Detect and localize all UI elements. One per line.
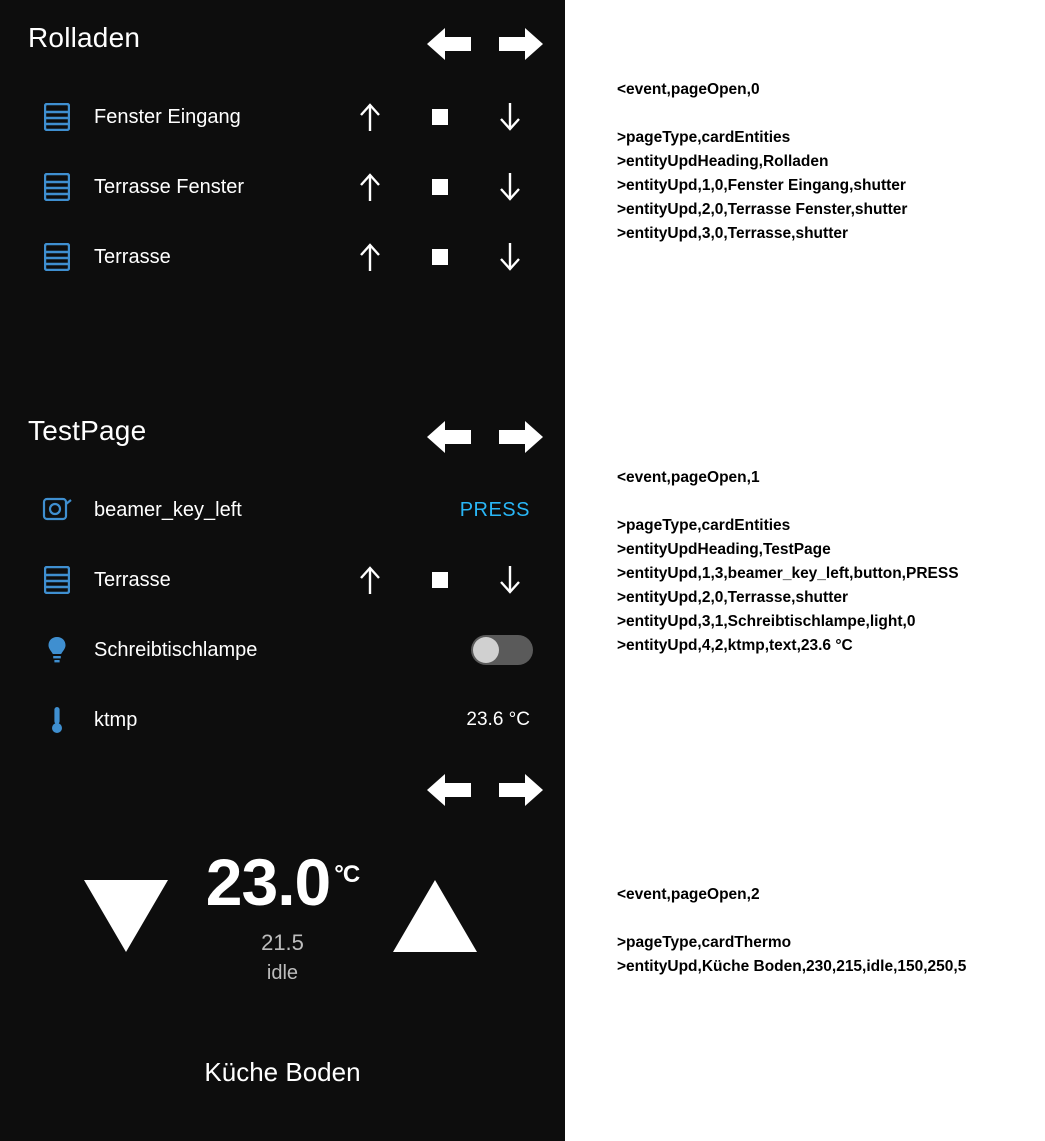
- shutter-up-button[interactable]: [350, 237, 390, 277]
- beamer-icon: [42, 495, 72, 525]
- list-item[interactable]: [0, 545, 565, 615]
- shutter-controls: [350, 97, 530, 137]
- command-line: >entityUpd,Küche Boden,230,215,idle,150,250,5: [617, 958, 967, 975]
- list-item-label: Fenster Eingang: [94, 105, 241, 128]
- shutter-down-button[interactable]: [490, 237, 530, 277]
- list-item-label: Terrasse: [94, 568, 171, 591]
- protocol-block-1: [617, 466, 959, 658]
- event-line: <event,pageOpen,1: [617, 469, 760, 486]
- page-title: Rolladen: [28, 22, 141, 53]
- press-button[interactable]: PRESS: [459, 498, 530, 521]
- stop-square-icon: [432, 179, 448, 195]
- shutter-icon: [42, 172, 72, 202]
- shutter-stop-button[interactable]: [420, 167, 460, 207]
- shutter-stop-button[interactable]: [420, 97, 460, 137]
- shutter-controls: [350, 237, 530, 277]
- command-line: >entityUpd,1,3,beamer_key_left,button,PRESS: [617, 565, 959, 582]
- left-arrow-icon[interactable]: [427, 417, 471, 457]
- list-item[interactable]: [0, 475, 565, 545]
- shutter-up-button[interactable]: [350, 560, 390, 600]
- light-toggle[interactable]: [471, 635, 533, 665]
- list-item-label: Schreibtischlampe: [94, 638, 258, 661]
- command-line: >pageType,cardEntities: [617, 517, 791, 534]
- left-arrow-icon[interactable]: [427, 24, 471, 64]
- bulb-icon: [42, 635, 72, 665]
- list-item-label: beamer_key_left: [94, 498, 242, 521]
- nav-arrows: [427, 24, 543, 64]
- command-line: >entityUpd,3,1,Schreibtischlampe,light,0: [617, 613, 916, 630]
- toggle-knob: [473, 637, 499, 663]
- thermo-entity-name: Küche Boden: [204, 1057, 361, 1087]
- current-temperature-value: 23.0: [205, 845, 331, 919]
- nav-arrows: [427, 417, 543, 457]
- protocol-block-2: [617, 883, 966, 979]
- temperature-value: 23.6 °C: [466, 709, 530, 730]
- list-item-label: ktmp: [94, 708, 138, 731]
- temperature-unit: °C: [334, 861, 360, 888]
- command-line: >entityUpd,1,0,Fenster Eingang,shutter: [617, 177, 906, 194]
- stop-square-icon: [432, 249, 448, 265]
- left-arrow-icon[interactable]: [427, 770, 471, 810]
- card-header: [0, 770, 565, 822]
- nav-arrows: [427, 770, 543, 810]
- right-arrow-icon[interactable]: [499, 770, 543, 810]
- command-line: >entityUpd,4,2,ktmp,text,23.6 °C: [617, 637, 853, 654]
- stop-square-icon: [432, 109, 448, 125]
- command-line: >entityUpd,2,0,Terrasse,shutter: [617, 589, 849, 606]
- list-item[interactable]: [0, 82, 565, 152]
- command-line: >pageType,cardEntities: [617, 129, 791, 146]
- page-title: TestPage: [28, 415, 147, 446]
- protocol-listing: [565, 0, 1045, 1141]
- command-line: >entityUpdHeading,TestPage: [617, 541, 831, 558]
- shutter-up-button[interactable]: [350, 167, 390, 207]
- shutter-up-button[interactable]: [350, 97, 390, 137]
- protocol-block-0: [617, 78, 907, 246]
- thermo-body: [0, 822, 565, 1052]
- command-line: >entityUpdHeading,Rolladen: [617, 153, 829, 170]
- shutter-icon: [42, 242, 72, 272]
- thermo-state: idle: [266, 962, 299, 984]
- list-item[interactable]: [0, 152, 565, 222]
- shutter-controls: [350, 560, 530, 600]
- target-temperature: 21.5: [261, 930, 304, 955]
- command-line: >entityUpd,2,0,Terrasse Fenster,shutter: [617, 201, 908, 218]
- shutter-down-button[interactable]: [490, 167, 530, 207]
- shutter-icon: [42, 565, 72, 595]
- stop-square-icon: [432, 572, 448, 588]
- list-item-label: Terrasse: [94, 245, 171, 268]
- shutter-stop-button[interactable]: [420, 237, 460, 277]
- list-item[interactable]: [0, 222, 565, 292]
- card-header: [0, 22, 565, 82]
- event-line: <event,pageOpen,2: [617, 886, 760, 903]
- card-entities-testpage: [0, 415, 565, 755]
- thermometer-icon: [42, 705, 72, 735]
- right-arrow-icon[interactable]: [499, 417, 543, 457]
- current-temperature: [0, 844, 565, 920]
- list-item-label: Terrasse Fenster: [94, 175, 245, 198]
- card-thermo: [0, 770, 565, 1110]
- shutter-down-button[interactable]: [490, 97, 530, 137]
- list-item: [0, 685, 565, 755]
- list-item[interactable]: [0, 615, 565, 685]
- shutter-stop-button[interactable]: [420, 560, 460, 600]
- card-entities-rolladen: [0, 22, 565, 292]
- command-line: >entityUpd,3,0,Terrasse,shutter: [617, 225, 849, 242]
- command-line: >pageType,cardThermo: [617, 934, 792, 951]
- shutter-controls: [350, 167, 530, 207]
- card-header: [0, 415, 565, 475]
- event-line: <event,pageOpen,0: [617, 81, 760, 98]
- shutter-down-button[interactable]: [490, 560, 530, 600]
- right-arrow-icon[interactable]: [499, 24, 543, 64]
- shutter-icon: [42, 102, 72, 132]
